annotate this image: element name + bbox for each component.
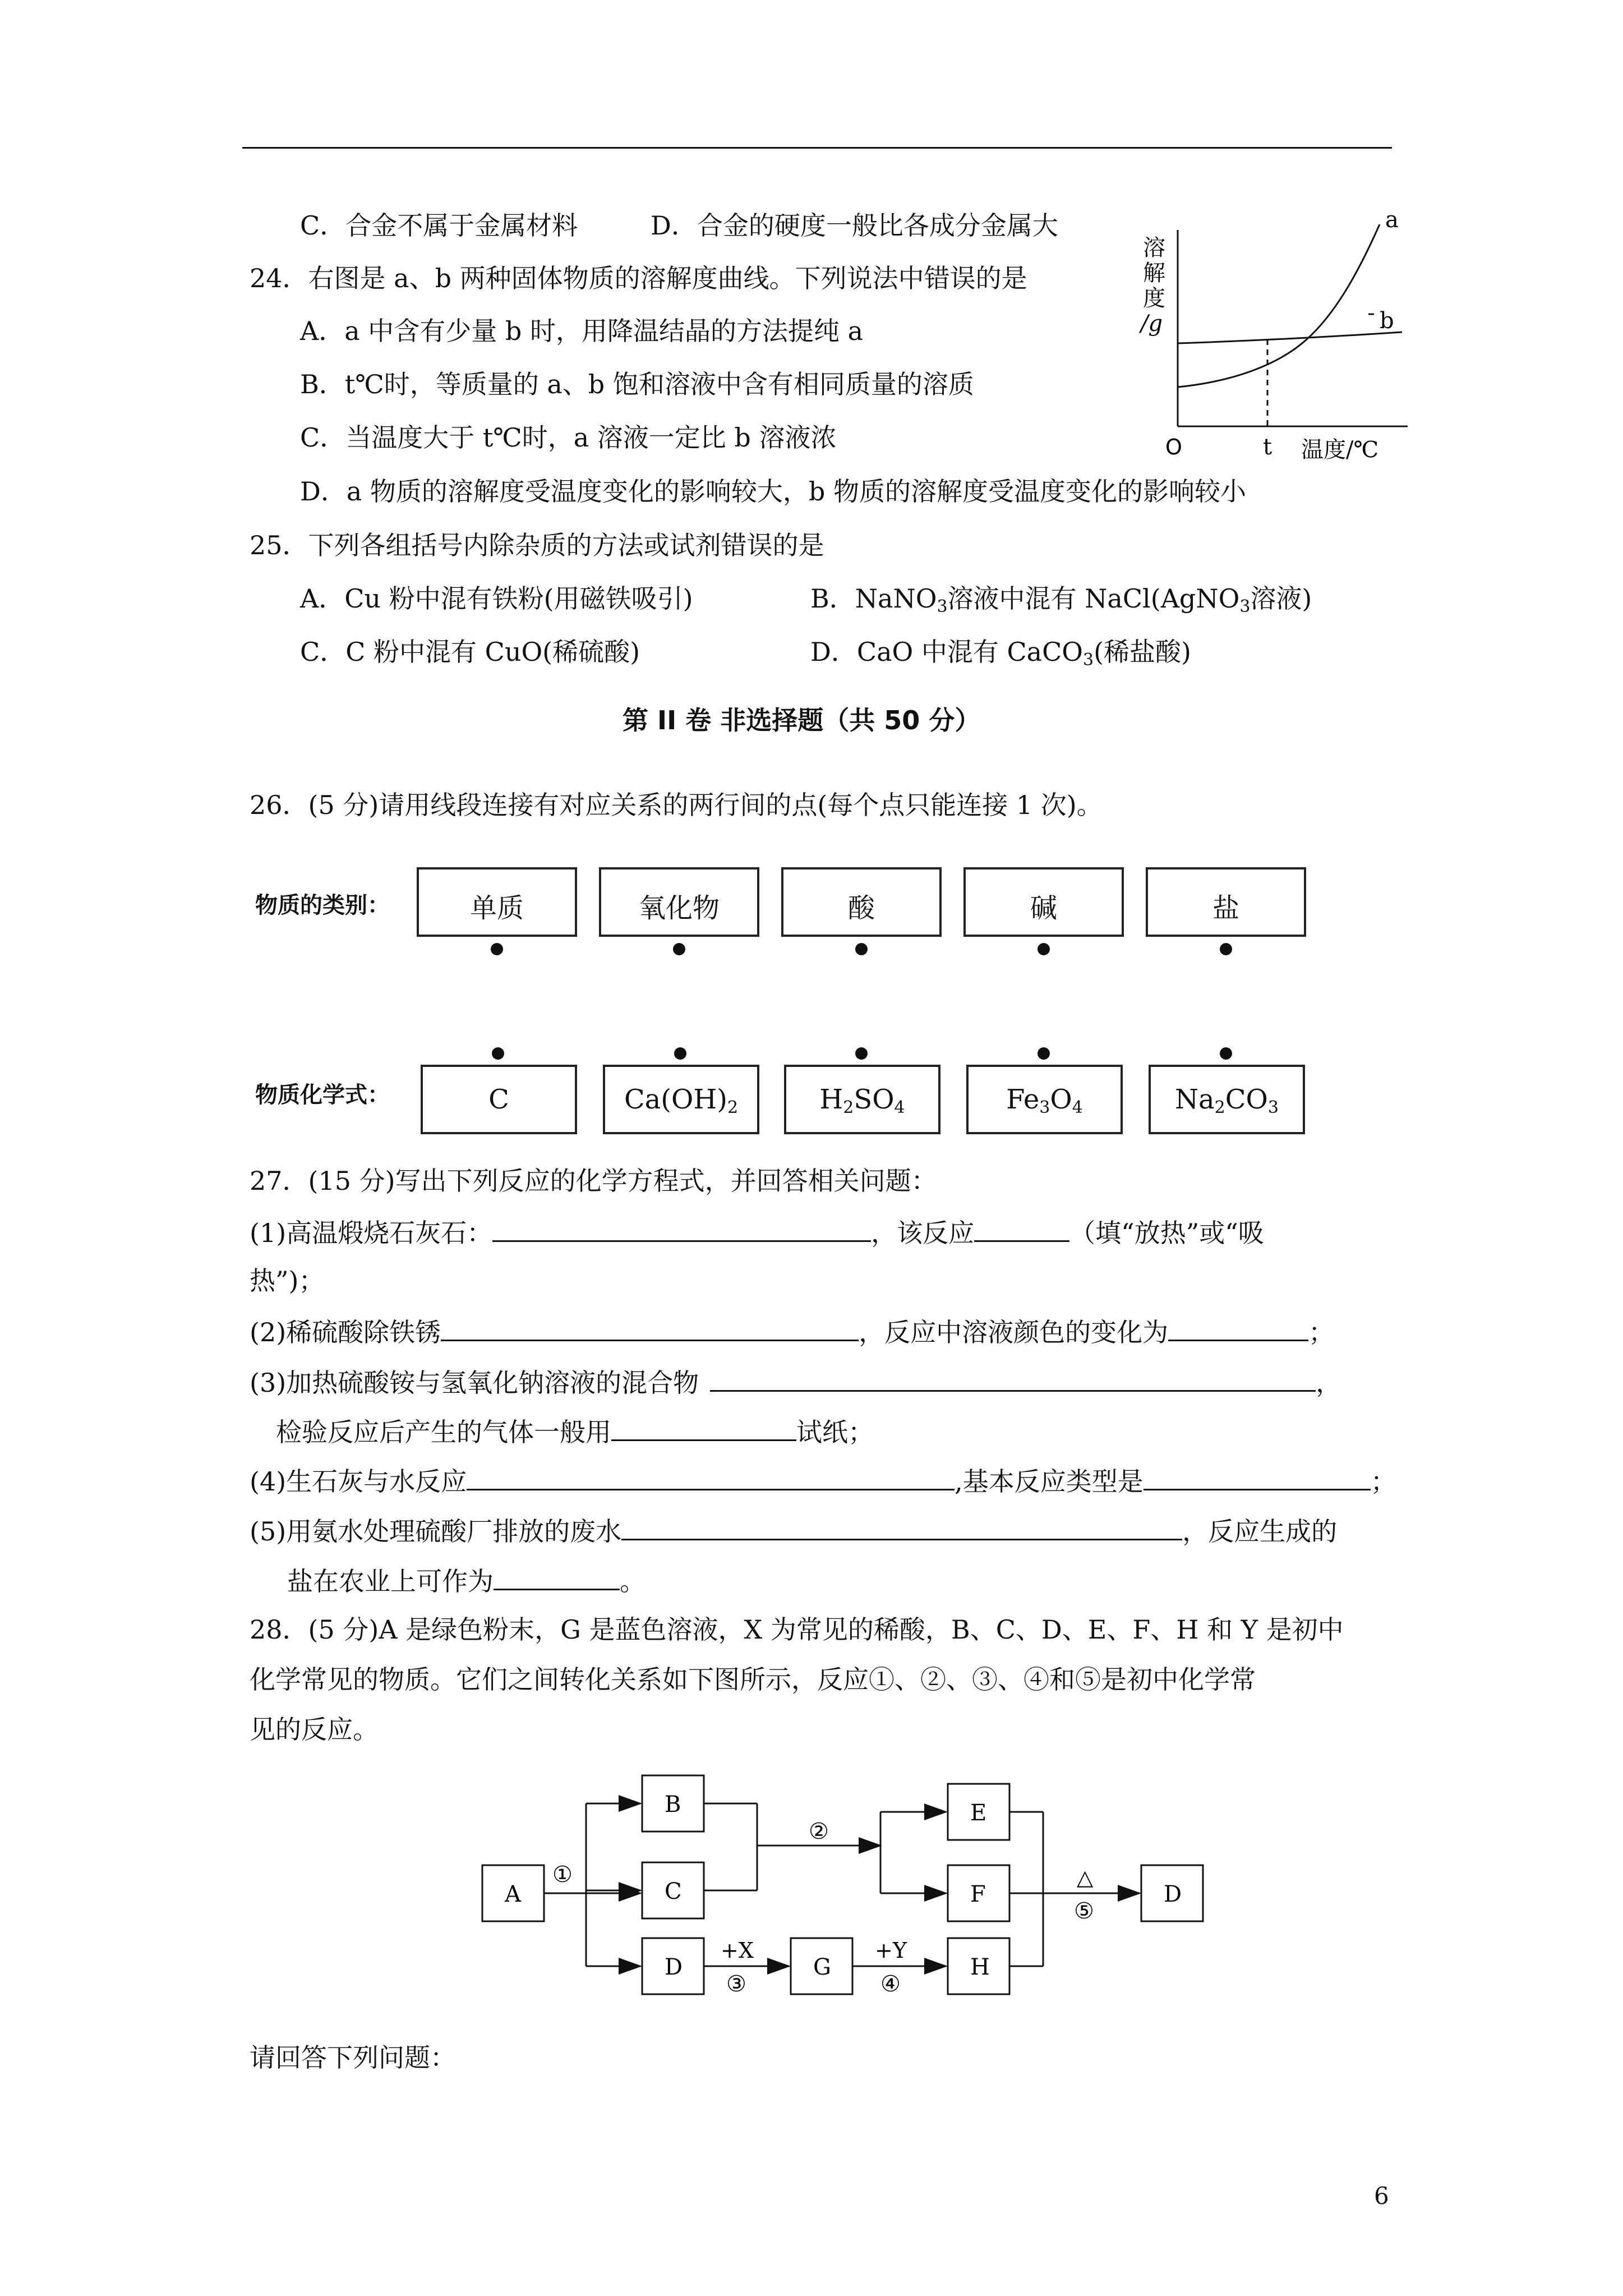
node-D2-label: D [1164,1881,1182,1907]
q27-blank-4-equation[interactable] [467,1463,955,1490]
category-dot-3[interactable] [1038,943,1050,955]
formula-label-0: C [488,1084,509,1115]
q27-blank-1-equation[interactable] [492,1214,871,1242]
q27-line5: (5)用氨水处理硫酸厂排放的废水 ，反应生成的 [250,1513,1337,1548]
category-dot-0[interactable] [491,943,503,955]
category-dot-1[interactable] [673,943,685,955]
node-B-label: B [665,1792,681,1818]
node-E-label: E [970,1800,987,1826]
formula-dot-0[interactable] [492,1047,504,1060]
q28-flow-diagram [465,1767,1239,2014]
category-label-1: 氧化物 [638,892,720,924]
node-C-label: C [665,1879,682,1904]
formula-label-2: $H_2SO_4$ [819,1084,905,1117]
curve-b-label: b [1380,308,1394,334]
q24-stem: 24．右图是 a、b 两种固体物质的溶解度曲线。下列说法中错误的是 [250,263,1027,293]
category-label-4: 盐 [1212,892,1239,924]
category-dot-4[interactable] [1220,943,1232,955]
graph-ylabel-4: /g [1141,311,1163,337]
q27-stem: 27．(15 分)写出下列反应的化学方程式，并回答相关问题： [250,1166,937,1196]
category-label-2: 酸 [847,892,875,924]
q25-option-d: D．CaO 中混有 CaCO$_3$(稀盐酸) [810,637,1191,670]
formula-label-3: $Fe_3O_4$ [1006,1084,1083,1117]
reaction-3-label: ③ [726,1971,746,1997]
q27-line1: (1)高温煅烧石灰石： ，该反应 （填“放热”或“吸 [250,1214,1264,1250]
graph-xlabel: 温度/℃ [1301,437,1379,463]
graph-ylabel-2: 解 [1143,260,1165,286]
q27-blank-2-color[interactable] [1168,1314,1308,1341]
q27-line4: (4)生石灰与水反应 ,基本反应类型是 ； [250,1463,1396,1498]
q27-line5-cont: 盐在农业上可作为 。 [287,1563,645,1598]
curve-b [1178,332,1402,343]
reaction-5-heat: △ [1077,1865,1094,1890]
reaction-1-label: ① [552,1862,573,1888]
graph-origin-label: O [1165,435,1182,459]
q27-blank-5-equation[interactable] [621,1513,1182,1540]
category-label-0: 单质 [469,892,524,924]
category-label-3: 碱 [1030,892,1057,924]
q25-stem: 25．下列各组括号内除杂质的方法或试剂错误的是 [250,530,824,560]
q27-line3-cont: 检验反应后产生的气体一般用 试纸； [276,1414,874,1449]
formula-label-1: $Ca(OH)_2$ [624,1084,739,1117]
graph-ylabel-1: 溶 [1143,235,1165,261]
section-title: 第 II 卷 非选择题（共 50 分） [623,705,981,735]
q27-line3: (3)加热硫酸铵与氢氧化钠溶液的混合物 ， [250,1364,1341,1400]
q24-option-a: A．a 中含有少量 b 时，用降温结晶的方法提纯 a [300,316,864,346]
q27-blank-5-use[interactable] [494,1563,620,1590]
reaction-2-label: ② [809,1819,829,1844]
q27-blank-2-equation[interactable] [441,1314,859,1341]
q26-row1-label: 物质的类别： [255,892,390,918]
q25-option-c: C．C 粉中混有 CuO(稀硫酸) [300,637,640,667]
node-H-label: H [970,1954,990,1980]
q27-blank-4-type[interactable] [1144,1463,1371,1490]
formula-dot-3[interactable] [1038,1047,1050,1060]
graph-t-label: t [1263,434,1272,460]
q24-option-c: C．当温度大于 t℃时，a 溶液一定比 b 溶液浓 [300,422,837,453]
node-F-label: F [970,1881,986,1907]
q27-blank-3-paper[interactable] [611,1414,796,1441]
q27-blank-3-equation[interactable] [710,1364,1316,1392]
q26-row2-label: 物质化学式： [255,1082,390,1108]
q25-option-a: A．Cu 粉中混有铁粉(用磁铁吸引) [300,583,693,614]
node-D1-label: D [665,1954,683,1980]
solubility-graph [1133,213,1424,477]
graph-ylabel-3: 度 [1143,286,1165,311]
node-A-label: A [505,1881,521,1907]
reaction-3-plus-x: +X [721,1938,754,1963]
q28-line1: 28．(5 分)A 是绿色粉末，G 是蓝色溶液，X 为常见的稀酸，B、C、D、E、F、H 和 Y 是初中 [250,1614,1344,1645]
curve-a-label: a [1385,213,1399,233]
curve-a [1178,224,1380,387]
q24-option-d: D．a 物质的溶解度受温度变化的影响较大，b 物质的溶解度受温度变化的影响较小 [300,476,1246,507]
page-number: 6 [1374,2182,1389,2210]
q27-blank-1-heat[interactable] [974,1214,1069,1242]
q27-line1-cont: 热”)； [250,1266,325,1296]
formula-label-4: $Na_2CO_3$ [1175,1084,1279,1117]
reaction-4-label: ④ [880,1971,901,1997]
q24-option-b: B．t℃时，等质量的 a、b 饱和溶液中含有相同质量的溶质 [300,369,974,399]
q25-option-b: B．NaNO$_3$溶液中混有 NaCl(AgNO$_3$溶液) [810,583,1312,616]
formula-dot-1[interactable] [674,1047,686,1060]
formula-dot-2[interactable] [855,1047,868,1060]
q28-after: 请回答下列问题： [250,2042,456,2073]
q28-line3: 见的反应。 [250,1714,379,1745]
node-G-label: G [813,1954,831,1980]
reaction-5-label: ⑤ [1074,1898,1094,1924]
category-dot-2[interactable] [855,943,868,955]
reaction-4-plus-y: +Y [875,1938,907,1963]
formula-dot-4[interactable] [1220,1047,1232,1060]
header-rule [242,147,1392,149]
q27-line2: (2)稀硫酸除铁锈 ，反应中溶液颜色的变化为 ； [250,1314,1334,1349]
q26-stem: 26．(5 分)请用线段连接有对应关系的两行间的点(每个点只能连接 1 次)。 [250,790,1103,820]
q28-line2: 化学常见的物质。它们之间转化关系如下图所示，反应①、②、③、④和⑤是初中化学常 [250,1664,1256,1695]
q23-option-c: C．合金不属于金属材料 [300,210,578,241]
q23-option-d: D．合金的硬度一般比各成分金属大 [651,210,1058,241]
